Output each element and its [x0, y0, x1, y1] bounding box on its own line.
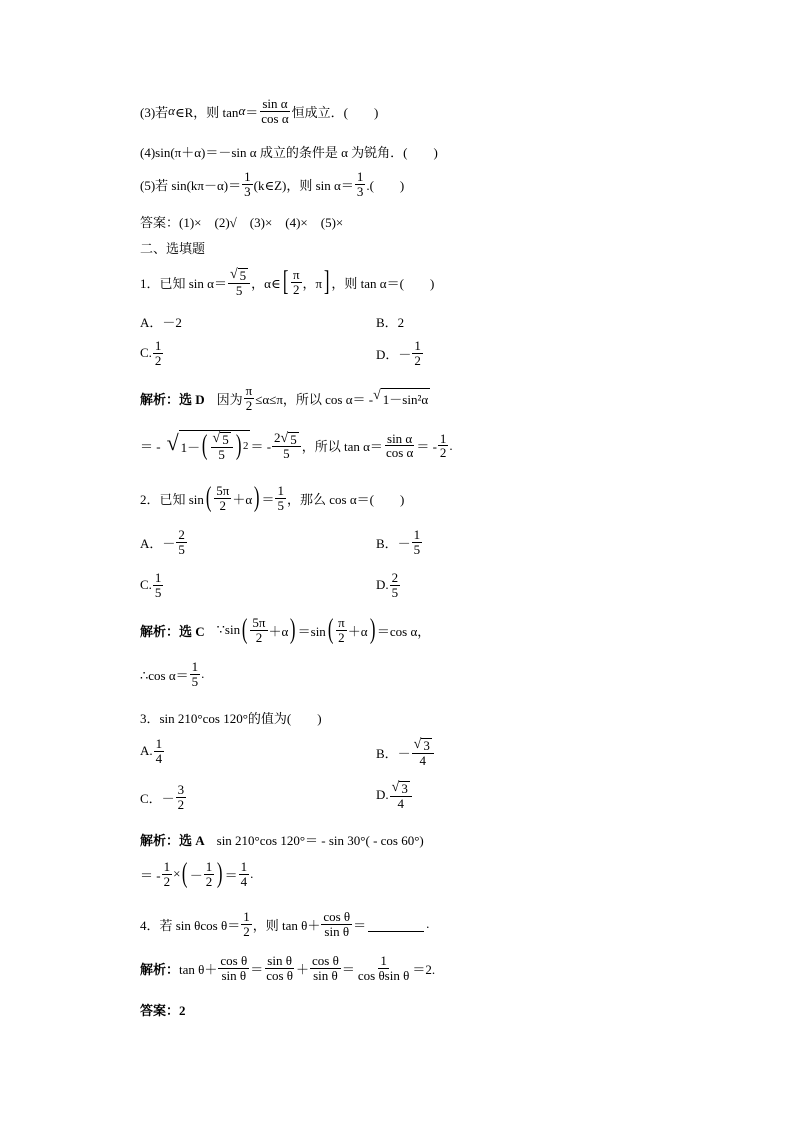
q3-stem	[140, 708, 322, 727]
fraction	[153, 571, 164, 599]
numerator: 1	[380, 953, 387, 968]
judgement-item-5	[140, 170, 404, 198]
analysis-label: 解析：选 D	[140, 391, 205, 407]
fraction	[291, 268, 302, 296]
radical: √	[373, 388, 381, 404]
denominator: cos θsin θ	[357, 967, 410, 983]
numerator: sin α	[387, 430, 413, 446]
text: ＝	[341, 961, 355, 977]
text: 因为	[216, 391, 243, 407]
q1-analysis-line-2	[140, 430, 453, 461]
text: D.	[376, 577, 389, 593]
text: ＝cos α，	[376, 623, 431, 639]
denominator: 5	[235, 282, 243, 298]
text: ∈R，则 tan	[175, 104, 239, 120]
denominator: cos α	[385, 445, 414, 461]
fraction	[390, 571, 401, 599]
analysis-label: 解析：选 A	[140, 833, 205, 848]
text: (3)若	[140, 104, 169, 120]
text: ＋α	[268, 623, 289, 639]
sqrt	[213, 432, 231, 447]
analysis-label: 解析：	[140, 961, 180, 977]
text: ∴cos α＝	[140, 667, 189, 683]
text: (4)sin(π＋α)＝－sin α 成立的条件是 α 为锐角．( )	[140, 145, 438, 160]
denominator: 2	[219, 497, 227, 513]
q1-analysis-line-1	[140, 384, 430, 412]
text: D.	[376, 787, 389, 803]
text: ，π	[302, 275, 323, 291]
text: C.	[140, 345, 152, 361]
denominator: 2	[177, 796, 185, 812]
numerator	[228, 267, 250, 284]
q3-option-d	[376, 780, 413, 810]
denominator: 4	[240, 873, 248, 889]
fraction	[412, 528, 423, 556]
numerator: cos θ	[312, 953, 339, 968]
denominator: 2	[205, 873, 213, 889]
fraction	[321, 910, 352, 938]
text: ＝sin	[297, 623, 326, 639]
numerator: 1	[244, 169, 251, 184]
fraction	[214, 484, 231, 512]
radical: √	[166, 430, 179, 455]
numerator: 1	[243, 909, 250, 924]
fraction	[310, 954, 341, 982]
fraction	[242, 170, 253, 198]
numerator: 1	[154, 338, 162, 353]
fraction	[264, 954, 295, 982]
denominator: 4	[397, 795, 404, 811]
text: ∵sin	[216, 622, 241, 638]
numerator: 1	[240, 859, 248, 874]
q3-option-a	[140, 737, 165, 765]
paren: )	[254, 482, 260, 514]
q2-stem	[140, 484, 404, 512]
radical: √	[391, 780, 400, 795]
text: ，α∈	[251, 275, 281, 291]
text: ×	[173, 866, 181, 882]
text: ＝ -	[250, 439, 272, 455]
denominator: 2	[414, 352, 421, 368]
sqrt	[414, 738, 432, 753]
radicand: 5	[290, 431, 297, 447]
fraction	[176, 528, 187, 556]
denominator: sin θ	[313, 967, 338, 983]
text: ＝ -	[140, 867, 161, 883]
fraction	[241, 910, 252, 938]
q1-option-d	[376, 339, 424, 367]
fraction	[384, 432, 415, 460]
numerator: π	[292, 267, 300, 283]
numerator: cos θ	[220, 953, 248, 968]
text: sin 210°cos 120°＝ - sin 30°( - cos 60°)	[216, 833, 424, 848]
radical: √	[212, 431, 221, 446]
text: ，所以 tan α＝	[301, 439, 383, 455]
denominator: sin θ	[324, 923, 350, 939]
q2-option-c	[140, 571, 164, 599]
denominator: 5	[218, 446, 225, 462]
q4-analysis	[140, 954, 435, 982]
paren: )	[217, 858, 223, 890]
q2-option-d	[376, 571, 401, 599]
text: (5)若 sin(kπ－α)＝	[140, 177, 242, 193]
text: ＝ -	[416, 439, 437, 455]
text: ＝2.	[412, 961, 436, 977]
text: .	[449, 437, 453, 453]
judgement-item-4	[140, 142, 438, 161]
text: ＋α	[347, 623, 368, 639]
numerator: 1	[155, 736, 163, 751]
section-title	[140, 238, 205, 257]
paren: )	[290, 614, 296, 646]
text: ＝	[353, 917, 367, 933]
paren: (	[241, 614, 248, 646]
denominator: cos α	[261, 110, 289, 126]
sqrt	[392, 781, 410, 796]
radicand: 5	[239, 268, 247, 283]
text: .	[426, 916, 430, 932]
paren: (	[327, 614, 334, 646]
q1-option-c	[140, 339, 164, 367]
text: 答案：2	[140, 1003, 186, 1018]
fraction	[272, 431, 301, 461]
text: A.	[140, 743, 153, 759]
numerator: 2	[178, 527, 185, 542]
text: ＋α	[232, 491, 253, 507]
fraction	[244, 384, 255, 412]
denominator: cos θ	[266, 967, 294, 983]
text: 1．已知 sin α＝	[140, 275, 227, 291]
text: 2．已知 sin	[140, 491, 204, 507]
radicand: 5	[222, 432, 229, 447]
fraction	[336, 616, 347, 644]
numerator: 1	[413, 527, 421, 542]
paren: (	[202, 430, 208, 462]
q2-analysis-line-2	[140, 660, 204, 688]
denominator: 2	[243, 923, 250, 939]
numerator: sin α	[262, 96, 288, 111]
denominator: 3	[244, 183, 251, 199]
numerator: 1	[356, 169, 364, 184]
denominator: 5	[413, 541, 421, 557]
denominator: 5	[391, 584, 399, 600]
numerator: 3	[177, 782, 185, 797]
fraction	[228, 267, 250, 297]
text: ，那么 cos α＝( )	[286, 491, 405, 507]
denominator: 5	[154, 584, 162, 600]
numerator: π	[245, 383, 253, 398]
q1-option-b	[376, 312, 404, 331]
text: (k∈Z)，则 sin α＝	[253, 177, 354, 193]
text: ＝ -	[140, 439, 161, 455]
denominator: 5	[277, 497, 284, 513]
fraction	[154, 737, 165, 765]
denominator: 4	[419, 752, 427, 768]
text: .( )	[366, 177, 405, 193]
analysis-label: 解析：选 C	[140, 623, 205, 639]
fraction	[162, 860, 173, 888]
fraction	[190, 660, 201, 688]
denominator: 5	[178, 541, 185, 557]
text: A．－	[140, 535, 176, 551]
numerator	[211, 431, 233, 448]
denominator: 2	[163, 873, 171, 889]
fraction	[204, 860, 215, 888]
paren: (	[205, 482, 212, 514]
denominator: sin θ	[221, 967, 247, 983]
judgement-answer	[140, 212, 343, 231]
fraction	[218, 954, 249, 982]
fraction	[438, 432, 449, 460]
fraction	[153, 339, 164, 367]
var-alpha: α	[238, 103, 246, 119]
numerator	[272, 431, 301, 448]
denominator: 4	[155, 750, 163, 766]
fraction	[239, 860, 250, 888]
numerator: π	[338, 615, 345, 630]
q2-option-a	[140, 528, 188, 556]
denominator: 5	[283, 446, 290, 462]
text: ＝	[261, 491, 275, 507]
denominator: 2	[439, 445, 447, 461]
numerator	[412, 737, 434, 754]
bracket: [	[282, 266, 289, 298]
fraction	[412, 737, 434, 767]
paren: )	[369, 614, 375, 646]
q2-analysis-line-1	[140, 616, 430, 644]
numerator: 1	[277, 483, 284, 498]
fraction	[275, 484, 286, 512]
text: ＋	[296, 961, 310, 977]
text: ≤α≤π，所以 cos α＝ -	[255, 391, 374, 407]
fraction	[259, 97, 290, 125]
fraction	[250, 616, 267, 644]
radicand: 1－ ( √ 5 5 ) 2	[180, 430, 249, 462]
bracket: ]	[323, 266, 330, 298]
numerator: 5π	[216, 483, 230, 498]
radicand: 3	[423, 738, 430, 753]
q4-answer	[140, 1000, 186, 1019]
text: 答案：(1)× (2)√ (3)× (4)× (5)×	[140, 215, 344, 230]
denominator: 2	[245, 397, 253, 413]
text: B．－	[376, 745, 411, 761]
denominator: 3	[356, 183, 364, 199]
text: .	[201, 666, 205, 682]
text: C.	[140, 577, 152, 593]
denominator: 2	[292, 281, 300, 297]
numerator: 5π	[252, 615, 266, 630]
text: 4．若 sin θcos θ＝	[140, 917, 241, 933]
denominator: 2	[154, 352, 162, 368]
text: B．2	[376, 315, 405, 330]
text: ＝	[250, 961, 264, 977]
text: .	[250, 866, 254, 882]
fraction	[355, 170, 366, 198]
numerator: 1	[154, 570, 162, 585]
numerator: 1	[414, 338, 421, 353]
text: 恒成立．( )	[291, 104, 379, 120]
numerator: 1	[439, 430, 447, 446]
numerator: 1	[191, 659, 199, 674]
fraction	[356, 954, 411, 982]
sqrt	[281, 432, 299, 447]
q1-option-a	[140, 312, 182, 331]
radicand: 1－sin²α	[381, 388, 430, 408]
text: ，则 tan θ＋	[252, 917, 321, 933]
answer-blank[interactable]	[368, 917, 424, 932]
q2-option-b	[376, 528, 423, 556]
radicand: 3	[401, 781, 408, 796]
numerator: sin θ	[267, 953, 292, 968]
radical: √	[229, 267, 238, 282]
text: 3．sin 210°cos 120°的值为( )	[140, 711, 322, 726]
q3-analysis-line-2	[140, 860, 253, 888]
fraction	[412, 339, 423, 367]
sqrt	[373, 388, 430, 408]
radical: √	[413, 737, 422, 752]
numerator: 1	[163, 859, 171, 874]
judgement-item-3: (3)若 α ∈R，则 tan α ＝ $\frac{\text{sin α}}{\text{cos α}}$ 恒成立．( )	[140, 96, 379, 126]
text: ，则 tan α＝( )	[331, 275, 435, 291]
text: D．－	[376, 346, 412, 362]
denominator: 2	[338, 629, 345, 645]
paren: )	[235, 430, 242, 462]
sqrt	[230, 268, 248, 283]
fraction	[211, 431, 233, 461]
denominator: 5	[191, 673, 199, 689]
q3-option-b	[376, 737, 435, 767]
text: 二、选填题	[140, 241, 206, 256]
coefficient: 2	[274, 429, 281, 445]
text: C．－	[140, 790, 175, 806]
fraction	[176, 783, 187, 811]
text: －	[189, 867, 203, 883]
var-alpha: α	[168, 103, 175, 119]
numerator: 1	[205, 859, 213, 874]
text: ＝	[224, 867, 238, 883]
text: B．－	[376, 535, 411, 551]
q4-stem	[140, 910, 429, 938]
fraction	[390, 780, 412, 810]
sqrt	[167, 430, 251, 461]
text: A．－2	[140, 315, 182, 330]
q3-option-c	[140, 783, 187, 811]
numerator: 2	[391, 570, 399, 585]
numerator	[390, 780, 412, 797]
text: 1－	[180, 439, 201, 455]
q1-stem	[140, 267, 434, 297]
denominator: 2	[255, 629, 263, 645]
q3-analysis-line-1	[140, 830, 424, 849]
numerator: cos θ	[323, 909, 351, 924]
radical: √	[280, 430, 289, 446]
paren: (	[182, 858, 188, 890]
text: tan θ＋	[179, 961, 218, 977]
